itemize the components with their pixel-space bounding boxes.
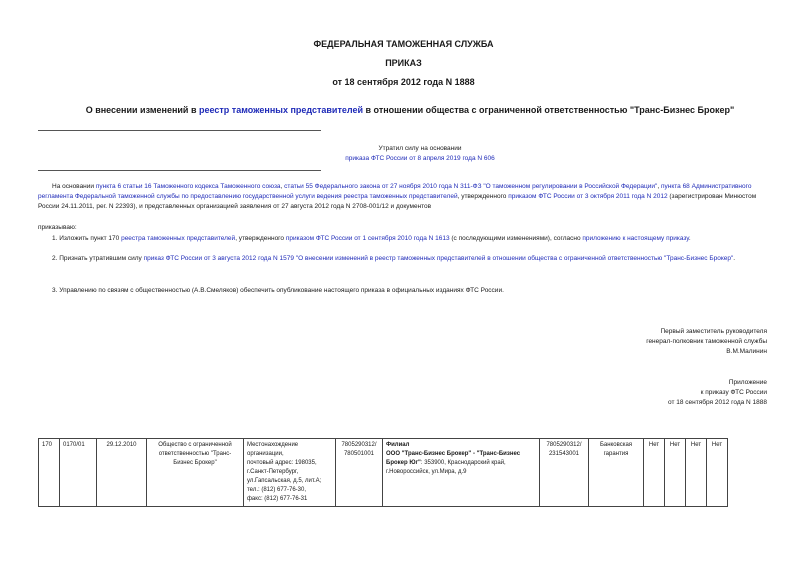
address-line: почтовый адрес: 198035, г.Санкт-Петербург, ул.Гапсальская, д.5, лит.А; [247, 460, 322, 484]
table-row [39, 439, 728, 507]
cell-reg-no: 0170/01 [60, 439, 97, 507]
item-1-text-1: 1. Изложить пункт 170 [52, 235, 122, 242]
cell-branch [383, 439, 540, 507]
basis-paragraph [38, 182, 774, 212]
basis-text-1: На основании [52, 183, 96, 190]
item-2-link-order[interactable]: приказ ФТС России от 3 августа 2012 года N 1579 "О внесении изменений в реестр таможенных представителей в отношении общества с ограниченной ответственностью "Транс-Бизнес Брокер" [143, 255, 734, 262]
agency-heading: ФЕДЕРАЛЬНАЯ ТАМОЖЕННАЯ СЛУЖБА [313, 39, 494, 49]
item-1-link-order[interactable]: приказом ФТС России от 1 сентября 2010 года N 1613 [285, 235, 450, 242]
appendix-date: от 18 сентября 2012 года N 1888 [668, 399, 767, 406]
basis-link-regulation[interactable]: пункта 68 Административного регламента Федеральной таможенной службы по предоставлению государственной услуги ведения реестра таможенных представителей [38, 183, 752, 200]
cell-flag-4: Нет [707, 439, 728, 507]
appendix-label: Приложение [728, 379, 767, 386]
divider-bottom [38, 170, 321, 171]
signer-rank: генерал-полковник таможенной службы [646, 338, 767, 345]
cell-branch-inn-kpp: 7805290312/ 231543001 [540, 439, 589, 507]
title-pre: О внесении изменений в [85, 105, 199, 115]
basis-text-5: (зарегистрирован Минюстом России 24.11.2011, рег. N 22393), и представленных организацией заявления от 27 августа 2012 года N 2708-001/12 и документов [38, 193, 757, 210]
address-line: факс: (812) 677-76-31 [247, 496, 308, 502]
address-line: тел.: (812) 677-76-30, [247, 487, 307, 493]
signer-name: В.М.Малинин [726, 348, 767, 355]
registry-table [38, 438, 728, 507]
basis-link-code[interactable]: пункта 6 статьи 16 Таможенного кодекса Таможенного союза [95, 183, 281, 190]
signer-block [547, 327, 767, 357]
appendix-ref: к приказу ФТС России [700, 389, 767, 396]
item-1 [38, 234, 774, 244]
cell-guarantee: Банковская гарантия [589, 439, 644, 507]
order-word: приказываю: [38, 224, 77, 231]
basis-text-4: , утвержденного [457, 193, 509, 200]
lost-force-link[interactable]: приказа ФТС России от 8 апреля 2019 года N 606 [345, 155, 495, 162]
item-1-text-4: . [688, 235, 691, 242]
branch-label: Филиал [386, 442, 410, 448]
cell-num: 170 [39, 439, 60, 507]
cell-name: Общество с ограниченной ответственностью "Транс-Бизнес Брокер" [147, 439, 244, 507]
branch-name: ООО "Транс-Бизнес Брокер" - "Транс-Бизнес Брокер Юг" [386, 451, 521, 466]
title-post: в отношении общества с ограниченной ответственностью "Транс-Бизнес Брокер" [363, 105, 735, 115]
item-3: 3. Управлению по связям с общественностью (А.В.Смеляков) обеспечить опубликование настоящего приказа в официальных изданиях ФТС России. [52, 287, 504, 294]
item-1-text-3: (с последующими изменениями), согласно [449, 235, 583, 242]
item-2-text-2: . [733, 255, 736, 262]
item-2 [38, 254, 774, 264]
appendix-block [547, 378, 767, 408]
address-line: Местонахождение организации, [247, 442, 299, 457]
title-registry-link[interactable]: реестр таможенных представителей [198, 105, 364, 115]
item-2-text-1: 2. Признать утратившим силу [52, 255, 144, 262]
item-1-link-appendix[interactable]: приложению к настоящему приказу [582, 235, 689, 242]
item-1-link-registry[interactable]: реестра таможенных представителей [121, 235, 236, 242]
doc-type-heading: ПРИКАЗ [385, 58, 422, 68]
cell-inn-kpp: 7805290312/ 780501001 [336, 439, 383, 507]
lost-force-note [300, 144, 540, 164]
signer-position: Первый заместитель руководителя [660, 328, 767, 335]
basis-link-law[interactable]: статьи 55 Федерального закона от 27 ноября 2010 года N 311-ФЗ "О таможенном регулировании в Российской Федерации" [284, 183, 658, 190]
lost-force-line: Утратил силу на основании [378, 145, 462, 152]
cell-flag-1: Нет [644, 439, 665, 507]
cell-date: 29.12.2010 [97, 439, 147, 507]
basis-link-order[interactable]: приказом ФТС России от 3 октября 2011 года N 2012 [508, 193, 668, 200]
item-1-text-2: , утвержденного [235, 235, 286, 242]
cell-flag-2: Нет [665, 439, 686, 507]
basis-text-2: , [280, 183, 285, 190]
cell-address [244, 439, 336, 507]
divider-top [38, 130, 321, 131]
branch-address: : 353900, Краснодарский край, г.Новороссийск, ул.Мира, д.9 [386, 460, 506, 475]
branch-details [386, 450, 536, 477]
date-number-heading: от 18 сентября 2012 года N 1888 [332, 77, 475, 87]
document-title [30, 105, 790, 115]
basis-text-3: , [657, 183, 661, 190]
cell-flag-3: Нет [686, 439, 707, 507]
